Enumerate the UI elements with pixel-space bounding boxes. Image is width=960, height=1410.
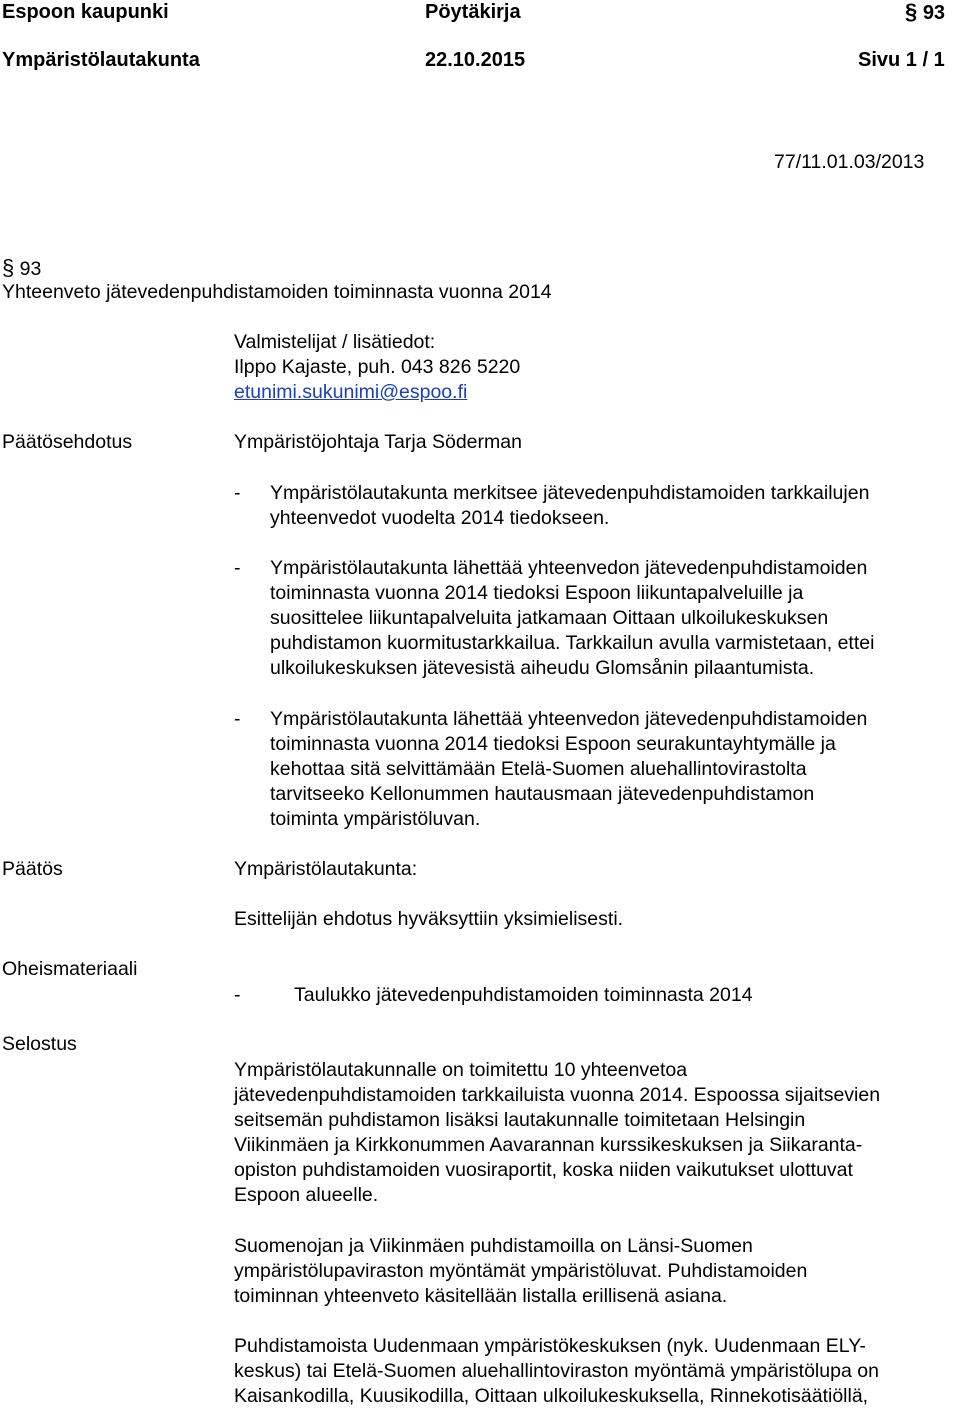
proposal-item-line: toiminnasta vuonna 2014 tiedoksi Espoon liikuntapalveluille ja (270, 582, 804, 604)
proposal-item-line: toiminnasta vuonna 2014 tiedoksi Espoon seurakuntayhtymälle ja (270, 733, 836, 755)
header-section-no: 93 (922, 2, 946, 24)
diary-number: 77/11.01.03/2013 (774, 151, 925, 173)
description-line: Suomenojan ja Viikinmäen puhdistamoilla on Länsi-Suomen (234, 1235, 753, 1257)
proposal-item-line: puhdistamon kuormitustarkkailua. Tarkkailun avulla varmistetaan, ettei (270, 632, 875, 654)
description-line: Viikinmäen ja Kirkkonummen Aavarannan kurssikeskuksen ja Siikaranta- (234, 1134, 863, 1156)
description-line: toiminnan yhteenveto käsitellään listalla erillisenä asiana. (234, 1285, 728, 1307)
proposal-item-line: toiminta ympäristöluvan. (270, 808, 481, 830)
proposal-item-line: Ympäristölautakunta lähettää yhteenvedon jätevedenpuhdistamoiden (270, 708, 868, 730)
proposal-item-line: ulkoilukeskuksen jätevesistä aiheudu Glomsånin pilaantumista. (270, 657, 815, 679)
description-paragraph (234, 1058, 958, 1208)
attachment-item-text: Taulukko jätevedenpuhdistamoiden toiminnasta 2014 (294, 984, 753, 1006)
section-title: Yhteenveto jätevedenpuhdistamoiden toiminnasta vuonna 2014 (2, 281, 552, 303)
bullet-dash: - (234, 708, 241, 730)
preparers-label: Valmistelijat / lisätiedot: (234, 331, 436, 353)
proposal-item-line: tarvitseeko Kellonummen hautausmaan jätevedenpuhdistamon (270, 783, 815, 805)
description-line: Puhdistamoista Uudenmaan ympäristökeskuksen (nyk. Uudenmaan ELY- (234, 1335, 866, 1357)
proposal-item-line: Ympäristölautakunta lähettää yhteenvedon jätevedenpuhdistamoiden (270, 557, 868, 579)
proposal-item-line: yhteenvedot vuodelta 2014 tiedokseen. (270, 507, 610, 529)
proposal-item-line: suosittelee liikuntapalveluita jatkamaan Oittaan ulkoilukeskuksen (270, 607, 829, 629)
description-line: ympäristölupaviraston myöntämät ympäristöluvat. Puhdistamoiden (234, 1260, 808, 1282)
header-doc-type: Pöytäkirja (425, 1, 521, 23)
proposal-label: Päätösehdotus (2, 431, 133, 453)
preparers-email-link[interactable]: etunimi.sukunimi@espoo.fi (234, 381, 468, 403)
bullet-dash: - (234, 482, 241, 504)
proposal-item-line: kehottaa sitä selvittämään Etelä-Suomen aluehallintovirastolta (270, 758, 807, 780)
description-label: Selostus (2, 1033, 77, 1055)
preparers-name-phone: Ilppo Kajaste, puh. 043 826 5220 (234, 356, 521, 378)
decision-label: Päätös (2, 858, 63, 880)
description-line: Ympäristölautakunnalle on toimitettu 10 yhteenvetoa (234, 1059, 688, 1081)
header-page: Sivu 1 / 1 (858, 49, 945, 71)
section-sign: § (905, 0, 918, 24)
section-sign: § (2, 255, 15, 280)
attachments-label: Oheismateriaali (2, 958, 138, 980)
description-line: keskus) tai Etelä-Suomen aluehallintoviraston myöntämä ympäristölupa on (234, 1360, 879, 1382)
description-line: Espoon alueelle. (234, 1184, 379, 1206)
description-line: seitsemän puhdistamon lisäksi lautakunnalle toimitetaan Helsingin (234, 1109, 806, 1131)
description-line: jätevedenpuhdistamoiden tarkkailuista vuonna 2014. Espoossa sijaitsevien (234, 1084, 881, 1106)
bullet-dash: - (234, 984, 241, 1006)
description-line: opiston puhdistamoiden vuosiraportit, koska niiden vaikutukset ulottuvat (234, 1159, 853, 1181)
description-paragraph (234, 1234, 958, 1309)
description-line: Kaisankodilla, Kuusikodilla, Oittaan ulkoilukeskuksella, Rinnekotisäätiöllä, (234, 1385, 869, 1407)
section-number: 93 (19, 258, 42, 280)
header-org: Espoon kaupunki (2, 1, 169, 23)
bullet-dash: - (234, 557, 241, 579)
header-date: 22.10.2015 (425, 49, 526, 71)
section-heading-number (2, 255, 41, 282)
description-paragraph (234, 1334, 958, 1409)
header-body: Ympäristölautakunta (2, 49, 200, 71)
decision-text: Esittelijän ehdotus hyväksyttiin yksimielisesti. (234, 908, 624, 930)
header-section-number (905, 0, 945, 25)
decision-body: Ympäristölautakunta: (234, 858, 418, 880)
proposal-presenter: Ympäristöjohtaja Tarja Söderman (234, 431, 522, 453)
proposal-item-line: Ympäristölautakunta merkitsee jätevedenpuhdistamoiden tarkkailujen (270, 482, 870, 504)
